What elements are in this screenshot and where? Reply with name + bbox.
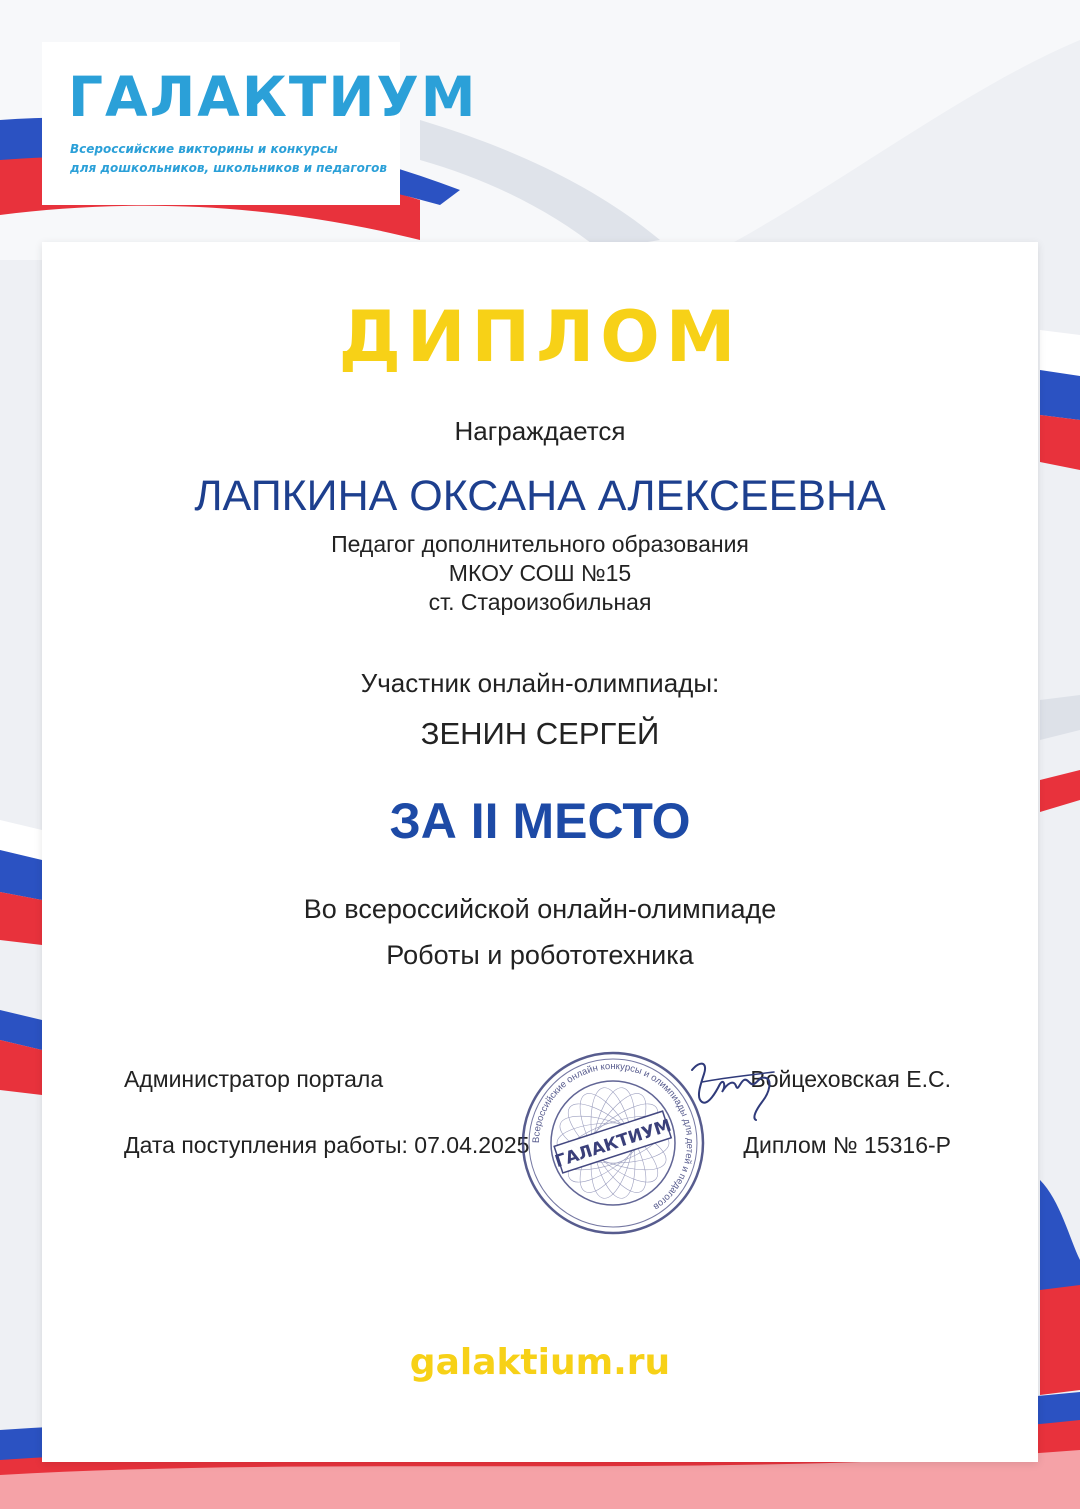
logo-subtitle-line1: Всероссийские викторины и конкурсы — [70, 142, 338, 156]
awarded-text: Награждается — [454, 416, 626, 446]
place-award: ЗА II МЕСТО — [389, 793, 691, 849]
signature-icon — [682, 1052, 782, 1124]
olympiad-line2: Роботы и робототехника — [386, 940, 694, 970]
student-name: ЗЕНИН СЕРГЕЙ — [420, 716, 660, 751]
stamp-ring-text: Всероссийские онлайн конкурсы и олимпиады для детей и педагогов — [530, 1060, 696, 1213]
logo-title: ГАЛАКТИУМ — [68, 65, 478, 129]
submission-date: Дата поступления работы: 07.04.2025 — [124, 1132, 530, 1158]
stamp-seal-icon — [518, 1048, 708, 1238]
admin-name: Войцеховская Е.С. — [750, 1066, 951, 1092]
participant-label: Участник онлайн-олимпиады: — [360, 668, 720, 698]
stamp-center-text: ГАЛАКТИУМ — [552, 1115, 674, 1173]
olympiad-line1: Во всероссийской онлайн-олимпиаде — [303, 894, 777, 924]
logo-subtitle-line2: для дошкольников, школьников и педагогов — [70, 161, 388, 175]
website-link[interactable]: galaktium.ru — [409, 1342, 671, 1383]
admin-label: Администратор портала — [124, 1066, 384, 1092]
diploma-number: Диплом № 15316-Р — [743, 1132, 951, 1158]
recipient-location: ст. Староизобильная — [428, 589, 652, 615]
recipient-info — [0, 530, 1080, 617]
diploma-heading: ДИПЛОМ — [338, 296, 742, 378]
recipient-school: МКОУ СОШ №15 — [448, 560, 632, 586]
olympiad-info — [0, 886, 1080, 978]
recipient-name: ЛАПКИНА ОКСАНА АЛЕКСЕЕВНА — [194, 472, 886, 520]
logo — [42, 42, 478, 205]
recipient-position: Педагог дополнительного образования — [331, 531, 749, 557]
logo-subtitle — [70, 140, 387, 178]
